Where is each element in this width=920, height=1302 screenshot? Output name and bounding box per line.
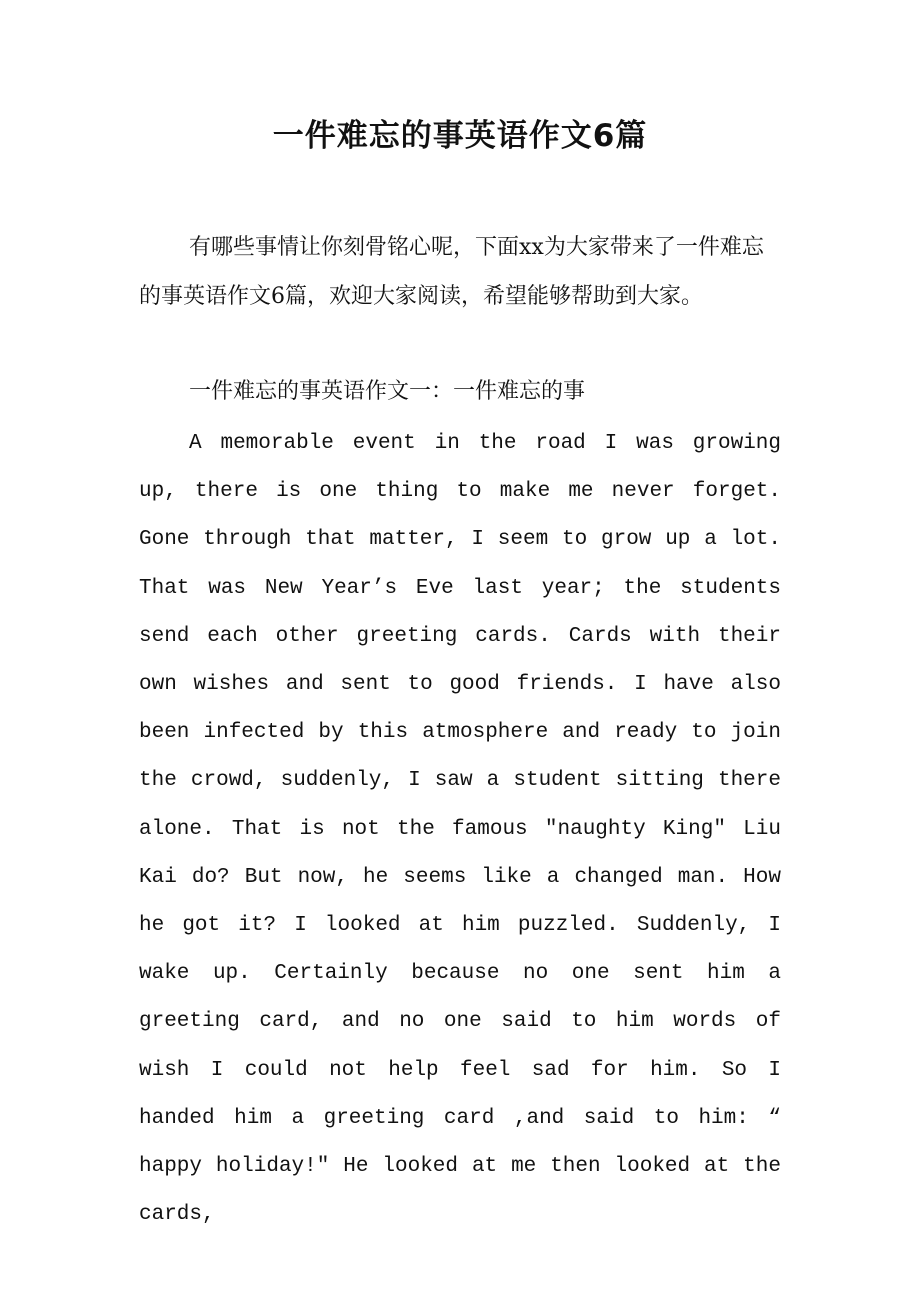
intro-paragraph: 有哪些事情让你刻骨铭心呢，下面xx为大家带来了一件难忘的事英语作文6篇，欢迎大家阅读，希望能够帮助到大家。 bbox=[139, 235, 764, 309]
section-heading: 一件难忘的事英语作文一：一件难忘的事 bbox=[189, 379, 586, 404]
document-title: 一件难忘的事英语作文6篇 bbox=[272, 118, 648, 154]
essay-body-paragraph: A memorable event in the road I was growing up, there is one thing to make me never forget. Gone through that matter, I seem to grow up a lot. That was New Year’s Eve last year; the students send each other greeting cards. Cards with their own wishes and sent to good friends. I have also been infected by this atmosphere and ready to join the crowd, suddenly, I saw a student sitting there alone. That is not the famous "naughty King" Liu Kai do? But now, he seems like a changed man. How he got it? I looked at him puzzled. Suddenly, I wake up. Certainly because no one sent him a greeting card, and no one said to him words of wish I could not help feel sad for him. So I handed him a greeting card ,and said to him: “ happy holiday!" He looked at me then looked at the cards, bbox=[139, 432, 781, 1227]
